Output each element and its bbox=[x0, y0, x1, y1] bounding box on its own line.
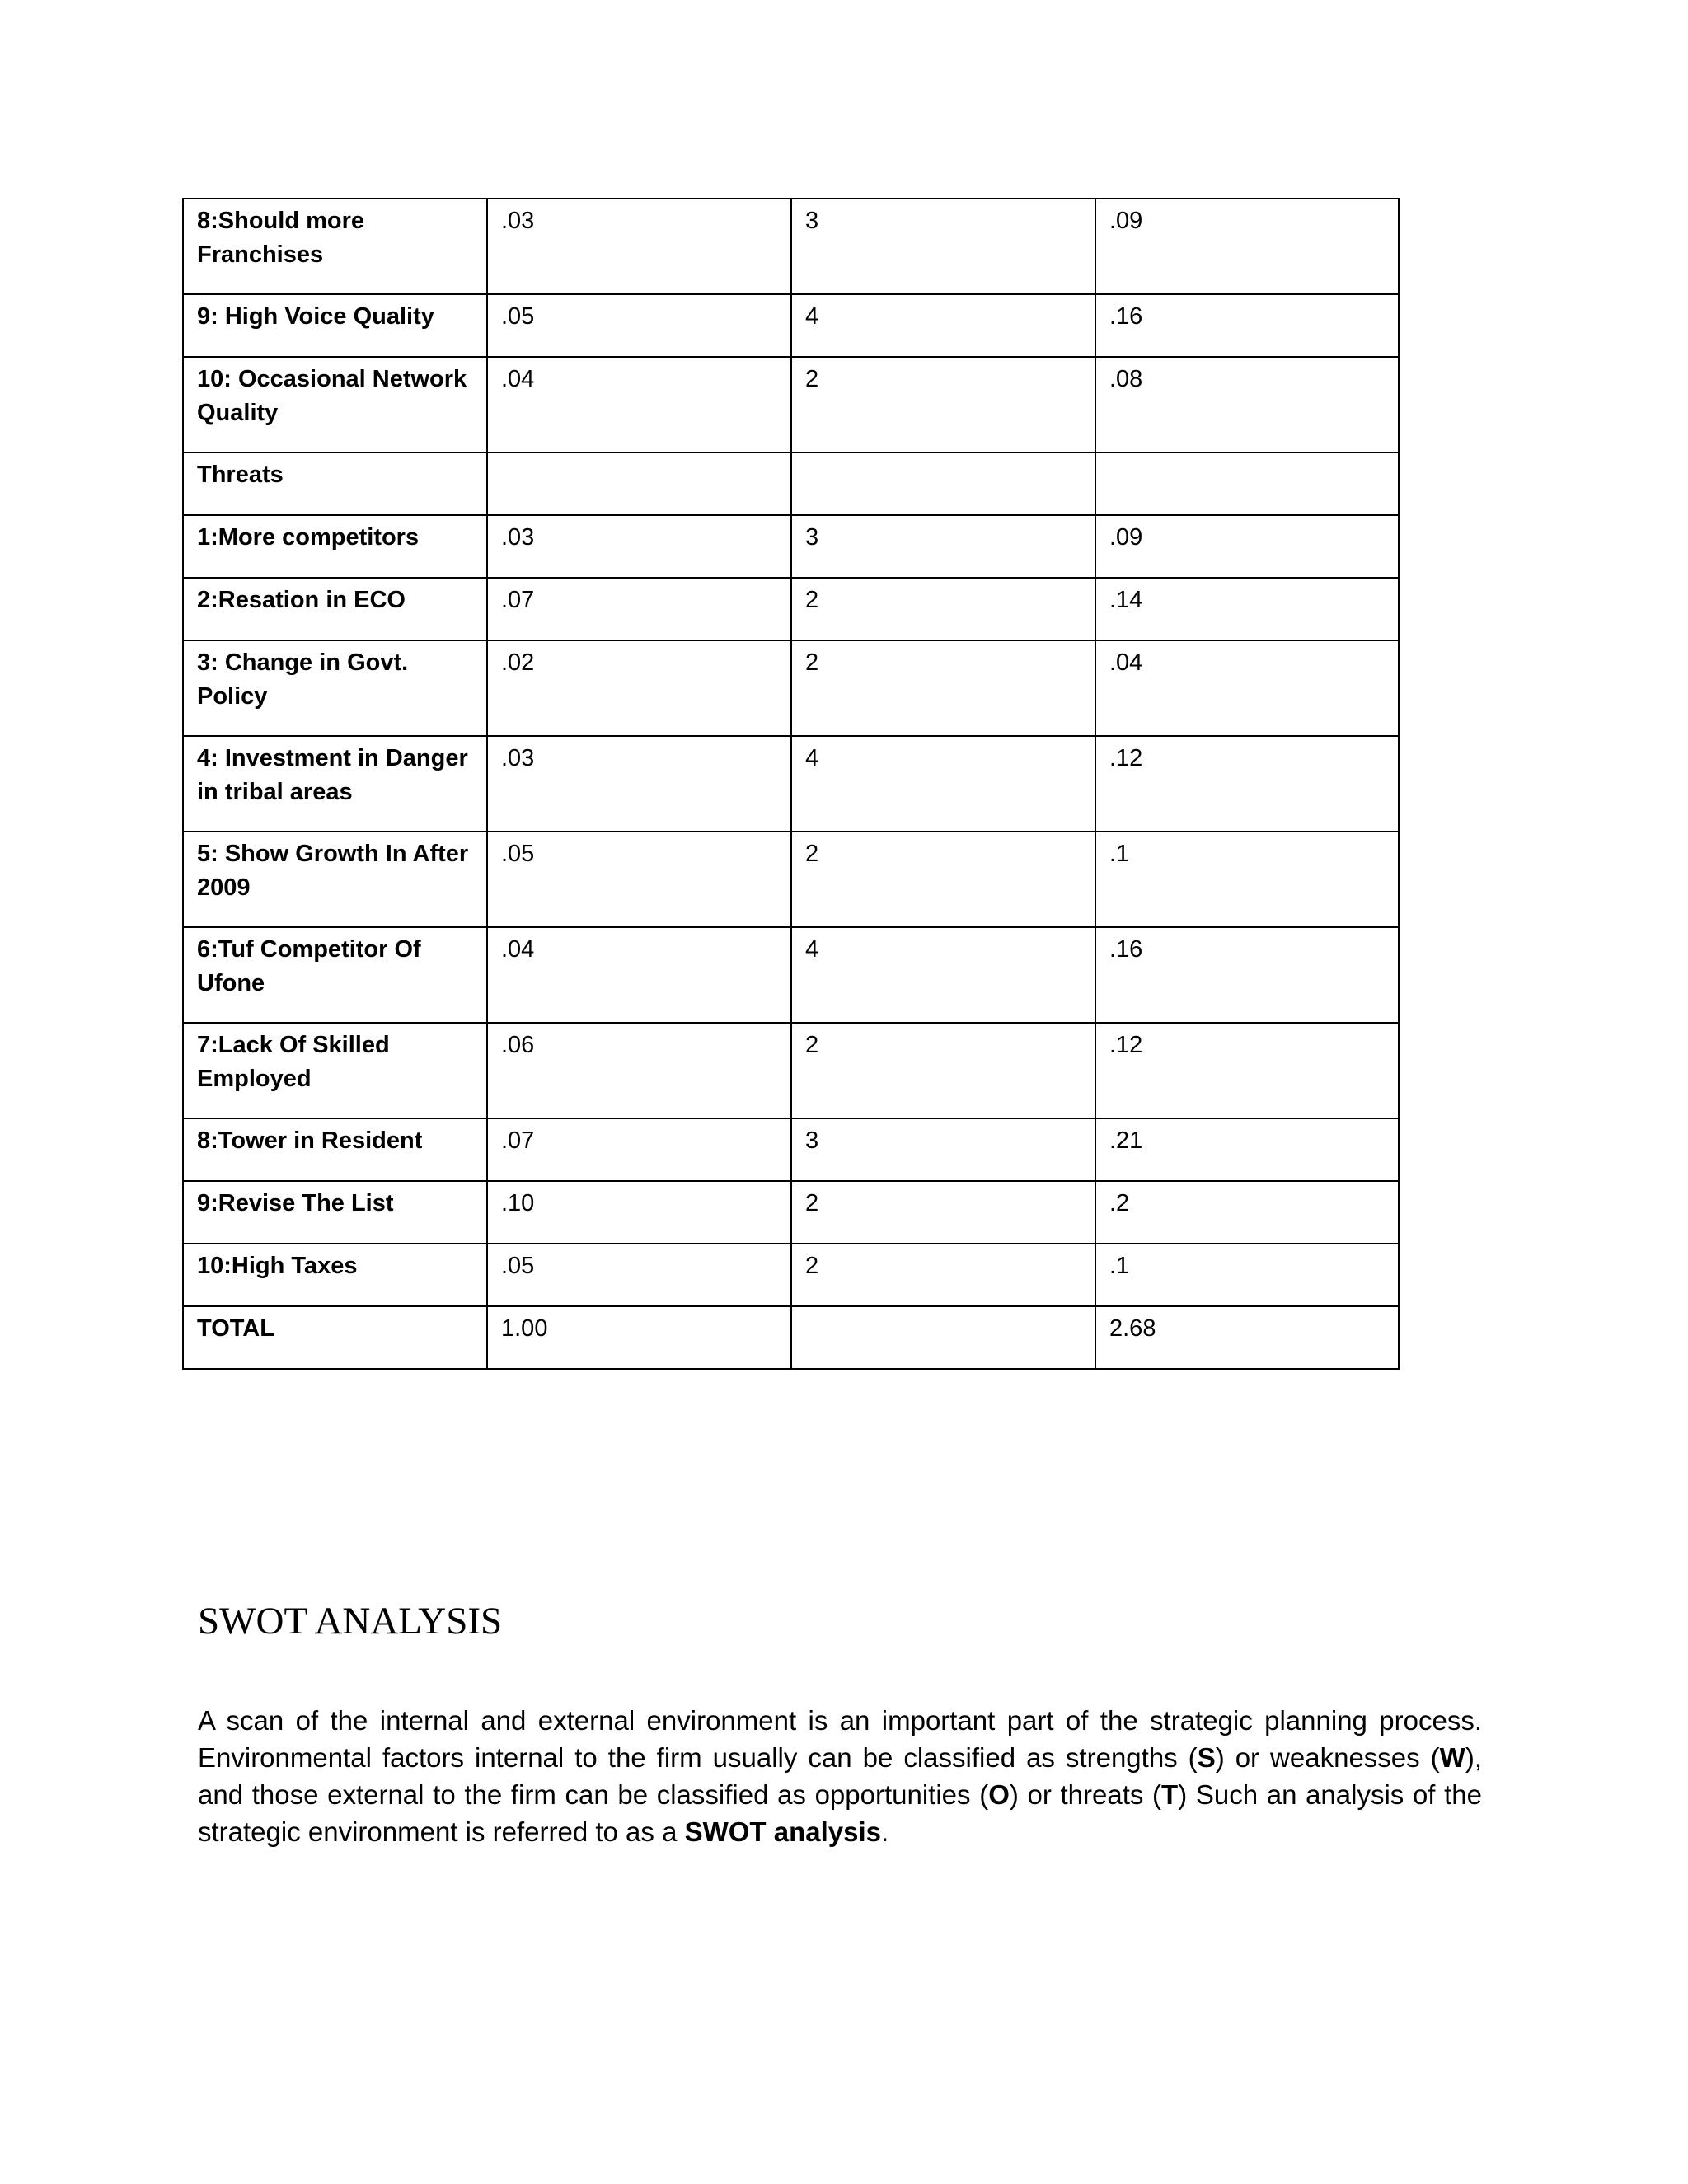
weight-cell: .06 bbox=[487, 1023, 791, 1118]
weight-cell: .03 bbox=[487, 515, 791, 578]
factor-cell: 1:More competitors bbox=[183, 515, 487, 578]
table-body bbox=[183, 199, 1399, 1369]
table-row bbox=[183, 640, 1399, 736]
factor-cell: 5: Show Growth In After 2009 bbox=[183, 832, 487, 927]
factor-cell: 8:Tower in Resident bbox=[183, 1118, 487, 1181]
weight-cell: .03 bbox=[487, 199, 791, 294]
rating-cell: 2 bbox=[791, 640, 1095, 736]
bold-term: S bbox=[1197, 1742, 1216, 1773]
weight-cell: .04 bbox=[487, 357, 791, 452]
factor-cell: 9:Revise The List bbox=[183, 1181, 487, 1244]
rating-cell: 2 bbox=[791, 832, 1095, 927]
weighted-score-cell bbox=[1095, 452, 1399, 515]
table-row bbox=[183, 1118, 1399, 1181]
table-row bbox=[183, 736, 1399, 832]
paragraph-text: ) or threats ( bbox=[1009, 1779, 1162, 1810]
table-row bbox=[183, 1023, 1399, 1118]
weight-cell: .03 bbox=[487, 736, 791, 832]
rating-cell: 4 bbox=[791, 294, 1095, 357]
table-row bbox=[183, 1306, 1399, 1369]
weight-cell: .07 bbox=[487, 578, 791, 640]
table-row bbox=[183, 199, 1399, 294]
rating-cell: 4 bbox=[791, 736, 1095, 832]
weighted-score-cell: .1 bbox=[1095, 1244, 1399, 1306]
paragraph-text: . bbox=[881, 1816, 889, 1847]
table-row bbox=[183, 1181, 1399, 1244]
rating-cell: 3 bbox=[791, 515, 1095, 578]
rating-cell: 3 bbox=[791, 1118, 1095, 1181]
factor-cell: 7:Lack Of Skilled Employed bbox=[183, 1023, 487, 1118]
factor-cell: 3: Change in Govt. Policy bbox=[183, 640, 487, 736]
weighted-score-cell: .16 bbox=[1095, 927, 1399, 1023]
weighted-score-cell: .1 bbox=[1095, 832, 1399, 927]
rating-cell bbox=[791, 452, 1095, 515]
factor-cell: Threats bbox=[183, 452, 487, 515]
weighted-score-cell: .09 bbox=[1095, 199, 1399, 294]
weighted-score-cell: .16 bbox=[1095, 294, 1399, 357]
table-row bbox=[183, 578, 1399, 640]
rating-cell: 4 bbox=[791, 927, 1095, 1023]
efe-matrix-table bbox=[182, 198, 1400, 1370]
rating-cell: 3 bbox=[791, 199, 1095, 294]
rating-cell: 2 bbox=[791, 1181, 1095, 1244]
factor-cell: TOTAL bbox=[183, 1306, 487, 1369]
table-row bbox=[183, 452, 1399, 515]
factor-cell: 8:Should more Franchises bbox=[183, 199, 487, 294]
paragraph-text: ) or weaknesses ( bbox=[1215, 1742, 1440, 1773]
table-row bbox=[183, 515, 1399, 578]
rating-cell bbox=[791, 1306, 1095, 1369]
weighted-score-cell: .14 bbox=[1095, 578, 1399, 640]
weighted-score-cell: .09 bbox=[1095, 515, 1399, 578]
weighted-score-cell: .04 bbox=[1095, 640, 1399, 736]
rating-cell: 2 bbox=[791, 1023, 1095, 1118]
table-row bbox=[183, 294, 1399, 357]
weighted-score-cell: .12 bbox=[1095, 736, 1399, 832]
factor-cell: 9: High Voice Quality bbox=[183, 294, 487, 357]
factor-cell: 2:Resation in ECO bbox=[183, 578, 487, 640]
table-row bbox=[183, 357, 1399, 452]
weight-cell: .10 bbox=[487, 1181, 791, 1244]
bold-term: T bbox=[1161, 1779, 1179, 1810]
factor-cell: 10: Occasional Network Quality bbox=[183, 357, 487, 452]
factor-cell: 6:Tuf Competitor Of Ufone bbox=[183, 927, 487, 1023]
factor-cell: 4: Investment in Danger in tribal areas bbox=[183, 736, 487, 832]
paragraph-text: A scan of the internal and external environment is an important part of the strategic planning process. Environmental factors internal to the firm usually can be classified as strengths ( bbox=[198, 1705, 1482, 1773]
bold-term: SWOT analysis bbox=[684, 1816, 882, 1847]
weight-cell: .05 bbox=[487, 294, 791, 357]
weighted-score-cell: .08 bbox=[1095, 357, 1399, 452]
weight-cell: 1.00 bbox=[487, 1306, 791, 1369]
weight-cell bbox=[487, 452, 791, 515]
rating-cell: 2 bbox=[791, 1244, 1095, 1306]
swot-paragraph bbox=[198, 1702, 1482, 1850]
weight-cell: .04 bbox=[487, 927, 791, 1023]
table-row bbox=[183, 1244, 1399, 1306]
bold-term: W bbox=[1439, 1742, 1465, 1773]
rating-cell: 2 bbox=[791, 357, 1095, 452]
table-row bbox=[183, 927, 1399, 1023]
table-row bbox=[183, 832, 1399, 927]
weight-cell: .02 bbox=[487, 640, 791, 736]
swot-heading: SWOT ANALYSIS bbox=[198, 1600, 503, 1643]
efe-matrix-table-container bbox=[182, 198, 1400, 1370]
weighted-score-cell: .21 bbox=[1095, 1118, 1399, 1181]
weighted-score-cell: .2 bbox=[1095, 1181, 1399, 1244]
rating-cell: 2 bbox=[791, 578, 1095, 640]
bold-term: O bbox=[988, 1779, 1010, 1810]
weight-cell: .05 bbox=[487, 1244, 791, 1306]
weight-cell: .07 bbox=[487, 1118, 791, 1181]
weight-cell: .05 bbox=[487, 832, 791, 927]
paragraph-text: ) Such an analysis of the strategic environment is referred to as a bbox=[198, 1779, 1482, 1847]
factor-cell: 10:High Taxes bbox=[183, 1244, 487, 1306]
paragraph-text: ), and those external to the firm can be classified as opportunities ( bbox=[198, 1742, 1482, 1810]
weighted-score-cell: 2.68 bbox=[1095, 1306, 1399, 1369]
weighted-score-cell: .12 bbox=[1095, 1023, 1399, 1118]
